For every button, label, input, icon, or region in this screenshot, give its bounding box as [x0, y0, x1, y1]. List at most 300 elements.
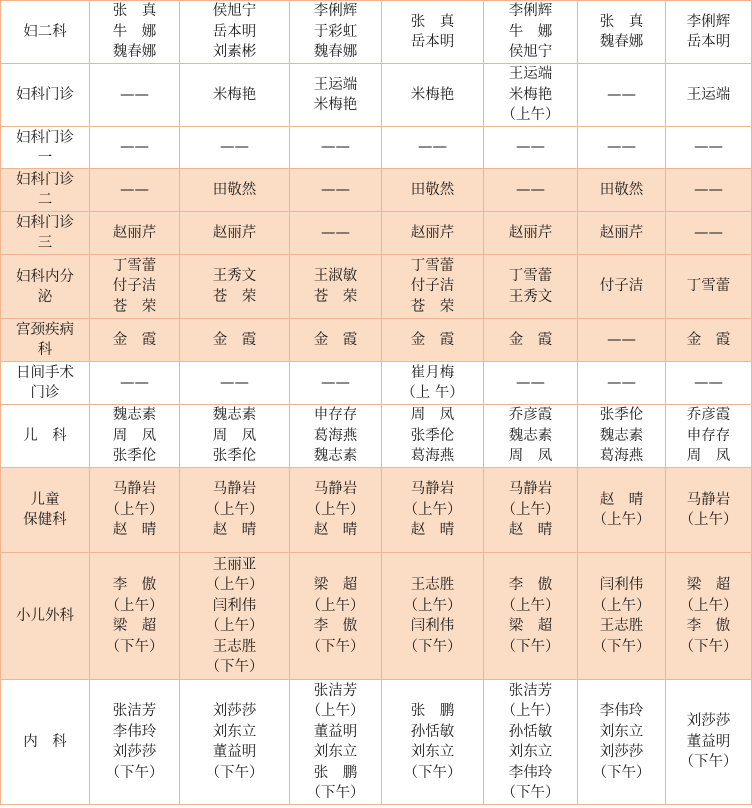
schedule-cell [180, 680, 290, 805]
schedule-cell [180, 553, 290, 680]
doctor-entry: —— [607, 374, 636, 391]
table-row [1, 468, 752, 553]
doctor-entry: 乔彦霞 [686, 407, 731, 424]
schedule-cell [666, 553, 752, 680]
doctor-entry: —— [607, 331, 636, 348]
doctor-entry: 金 霞 [313, 331, 358, 348]
doctor-entry: 于彩虹 [313, 23, 358, 40]
doctor-entry: 马静岩 [313, 481, 358, 498]
doctor-entry: 赵丽芹 [508, 224, 553, 241]
doctor-entry: 丁雪蕾 [686, 278, 731, 295]
doctor-entry: 赵丽芹 [410, 224, 455, 241]
doctor-entry: —— [516, 181, 545, 198]
doctor-entry: 崔月梅 [410, 364, 455, 381]
schedule-cell [290, 468, 382, 553]
department-cell [1, 127, 90, 169]
schedule-cell [578, 255, 666, 319]
doctor-entry: 周 凤 [410, 407, 455, 424]
doctor-entry: —— [607, 139, 636, 156]
doctor-entry: （上午） [105, 501, 164, 518]
doctor-entry: 张季伦 [410, 427, 455, 444]
doctor-entry: 魏春娜 [599, 34, 644, 50]
doctor-entry: 李 傲 [686, 618, 731, 634]
doctor-entry: （上午） [501, 107, 560, 124]
schedule-cell [382, 212, 484, 255]
doctor-entry: （下午） [679, 638, 738, 655]
doctor-entry: 田敬然 [599, 181, 644, 198]
doctor-entry: 苍 荣 [112, 298, 157, 315]
table-row [1, 64, 752, 127]
department-label: 内 科 [23, 734, 67, 750]
table-row [1, 127, 752, 169]
doctor-entry: 赵 晴 [212, 522, 257, 539]
doctor-entry: 魏志素 [112, 407, 157, 424]
doctor-entry: （下午） [592, 638, 651, 655]
doctor-entry: 马静岩 [112, 481, 157, 498]
schedule-cell [666, 319, 752, 362]
doctor-entry: 葛海燕 [410, 448, 455, 465]
doctor-entry: 金 霞 [112, 331, 157, 348]
doctor-entry: 田敬然 [410, 181, 455, 198]
doctor-entry: （上午） [501, 501, 560, 518]
doctor-entry: 王运端 [313, 76, 358, 93]
schedule-cell [290, 405, 382, 468]
schedule-cell [382, 468, 484, 553]
schedule-cell [484, 468, 578, 553]
schedule-cell [666, 169, 752, 212]
schedule-cell [578, 680, 666, 805]
schedule-cell [578, 212, 666, 255]
doctor-entry: —— [516, 374, 545, 391]
schedule-cell [382, 169, 484, 212]
department-label: 科 [37, 342, 53, 358]
doctor-entry: —— [321, 224, 350, 241]
doctor-entry: （上午） [592, 597, 651, 614]
doctor-entry: 葛海燕 [599, 448, 644, 465]
department-label: 妇二科 [23, 24, 67, 40]
department-cell [1, 553, 90, 680]
doctor-entry: 李俐辉 [508, 3, 553, 20]
schedule-cell [484, 362, 578, 405]
doctor-entry: 王秀文 [508, 288, 553, 305]
doctor-entry: 王运端 [686, 86, 731, 103]
schedule-cell [578, 127, 666, 169]
schedule-cell [578, 468, 666, 553]
doctor-entry: 张洁芳 [112, 703, 157, 719]
schedule-cell [290, 64, 382, 127]
schedule-cell [90, 319, 180, 362]
doctor-entry: 申存存 [313, 407, 358, 424]
schedule-cell [90, 212, 180, 255]
doctor-entry: 张 真 [112, 3, 157, 20]
schedule-cell [290, 212, 382, 255]
table-row [1, 553, 752, 680]
doctor-entry: 赵 晴 [599, 491, 644, 508]
doctor-entry: —— [120, 374, 149, 391]
doctor-entry: 米梅艳 [212, 86, 257, 103]
doctor-entry: 梁 超 [508, 618, 553, 634]
department-cell [1, 405, 90, 468]
doctor-entry: —— [321, 374, 350, 391]
doctor-entry: （上 午） [401, 385, 464, 401]
department-cell [1, 319, 90, 362]
doctor-entry: 乔彦霞 [508, 407, 553, 424]
doctor-entry: （上午） [306, 703, 365, 719]
table-row [1, 362, 752, 405]
doctor-entry: 董益明 [212, 744, 257, 760]
schedule-cell [290, 319, 382, 362]
schedule-cell [484, 169, 578, 212]
doctor-entry: （上午） [679, 512, 738, 528]
doctor-entry: 孙恬敏 [508, 723, 553, 740]
doctor-entry: 李俐辉 [313, 3, 358, 20]
schedule-cell [666, 212, 752, 255]
doctor-entry: —— [694, 181, 723, 198]
doctor-entry: 李 傲 [508, 577, 553, 593]
schedule-cell [484, 255, 578, 319]
doctor-entry: 赵 晴 [508, 522, 553, 539]
schedule-cell [578, 405, 666, 468]
table-row [1, 405, 752, 468]
doctor-entry: 金 霞 [212, 331, 257, 348]
doctor-entry: 米梅艳 [313, 97, 358, 113]
doctor-entry: 苍 荣 [212, 288, 257, 305]
doctor-entry: 付子洁 [410, 278, 455, 295]
department-label: 日间手术 [16, 365, 74, 381]
doctor-entry: 刘莎莎 [599, 744, 644, 760]
schedule-cell [382, 64, 484, 127]
doctor-entry: 侯旭宁 [212, 3, 257, 20]
department-cell [1, 680, 90, 805]
department-label: 二 [37, 192, 53, 208]
doctor-entry: 王丽亚 [212, 556, 257, 573]
department-cell [1, 468, 90, 553]
schedule-cell [666, 1, 752, 64]
doctor-entry: 张 鹏 [410, 703, 455, 719]
doctor-entry: —— [694, 139, 723, 156]
department-label: 妇科门诊 [16, 215, 74, 231]
schedule-cell [90, 405, 180, 468]
doctor-entry: —— [321, 139, 350, 156]
doctor-entry: 马静岩 [508, 481, 553, 498]
doctor-entry: 梁 超 [686, 577, 731, 593]
doctor-entry: （上午） [205, 577, 264, 593]
doctor-entry: —— [516, 139, 545, 156]
doctor-entry: 张 真 [599, 13, 644, 30]
department-label: 门诊 [30, 385, 60, 401]
doctor-entry: （上午） [306, 597, 365, 614]
doctor-entry: —— [694, 224, 723, 241]
department-cell [1, 169, 90, 212]
doctor-entry: —— [418, 139, 447, 156]
doctor-entry: 张 鹏 [313, 764, 358, 781]
schedule-cell [666, 680, 752, 805]
doctor-entry: 丁雪蕾 [508, 268, 553, 284]
schedule-cell [90, 553, 180, 680]
doctor-entry: 刘东立 [313, 744, 358, 760]
department-cell [1, 255, 90, 319]
department-label: 儿 科 [23, 428, 67, 444]
doctor-entry: 苍 荣 [313, 288, 358, 305]
doctor-entry: 苍 荣 [410, 298, 455, 315]
doctor-entry: 马静岩 [212, 481, 257, 498]
doctor-entry: 申存存 [686, 427, 731, 444]
schedule-cell [180, 64, 290, 127]
doctor-entry: 刘莎莎 [112, 744, 157, 760]
doctor-entry: （上午） [205, 501, 264, 518]
doctor-entry: （上午） [679, 597, 738, 614]
schedule-cell [666, 255, 752, 319]
schedule-cell [90, 680, 180, 805]
department-label: 泌 [37, 288, 53, 305]
doctor-entry: 刘东立 [599, 723, 644, 740]
doctor-entry: 魏志素 [212, 407, 257, 424]
doctor-entry: （下午） [403, 764, 462, 781]
doctor-entry: 刘东立 [410, 744, 455, 760]
doctor-entry: 赵丽芹 [599, 224, 644, 241]
doctor-entry: 周 凤 [686, 448, 731, 465]
department-cell [1, 362, 90, 405]
doctor-entry: 魏志素 [508, 427, 553, 444]
doctor-entry: —— [321, 181, 350, 198]
doctor-entry: 刘东立 [212, 723, 257, 740]
schedule-cell [290, 127, 382, 169]
doctor-entry: 牛 娜 [508, 23, 553, 40]
doctor-entry: （下午） [105, 764, 164, 781]
doctor-entry: 王志胜 [212, 638, 257, 655]
doctor-entry: （下午） [592, 764, 651, 781]
schedule-cell [578, 362, 666, 405]
doctor-entry: —— [120, 139, 149, 156]
doctor-entry: （上午） [205, 618, 264, 634]
doctor-entry: 魏志素 [313, 448, 358, 465]
doctor-entry: （上午） [501, 703, 560, 719]
department-label: 妇科门诊 [16, 172, 74, 188]
doctor-entry: （下午） [501, 638, 560, 655]
schedule-cell [180, 127, 290, 169]
doctor-entry: 葛海燕 [313, 427, 358, 444]
doctor-entry: （上午） [592, 512, 651, 528]
schedule-cell [180, 405, 290, 468]
schedule-cell [180, 255, 290, 319]
doctor-entry: 李 傲 [112, 577, 157, 593]
doctor-entry: —— [220, 139, 249, 156]
doctor-entry: 刘莎莎 [686, 713, 731, 730]
doctor-entry: （上午） [501, 597, 560, 614]
doctor-entry: 赵丽芹 [112, 224, 157, 241]
table-row [1, 255, 752, 319]
schedule-cell [180, 468, 290, 553]
doctor-entry: （上午） [105, 597, 164, 614]
department-cell [1, 212, 90, 255]
doctor-entry: 王运端 [508, 66, 553, 83]
department-label: 宫颈疾病 [16, 322, 74, 338]
doctor-entry: 闫利伟 [410, 618, 455, 634]
doctor-entry: —— [694, 374, 723, 391]
doctor-entry: （下午） [306, 638, 365, 655]
doctor-entry: 王志胜 [599, 618, 644, 634]
doctor-entry: 岳本明 [410, 34, 455, 50]
table-body [1, 1, 752, 805]
schedule-cell [666, 64, 752, 127]
doctor-entry: （下午） [205, 659, 264, 675]
doctor-entry: 李伟玲 [112, 723, 157, 740]
schedule-cell [484, 64, 578, 127]
doctor-entry: 张 真 [410, 13, 455, 30]
department-label: 一 [37, 149, 53, 166]
doctor-entry: 董益明 [313, 723, 358, 740]
schedule-cell [578, 319, 666, 362]
doctor-entry: —— [220, 374, 249, 391]
doctor-entry: （上午） [403, 597, 462, 614]
table-row [1, 169, 752, 212]
schedule-cell [180, 1, 290, 64]
schedule-cell [484, 1, 578, 64]
doctor-entry: 张洁芳 [313, 682, 358, 699]
schedule-cell [578, 1, 666, 64]
department-label: 妇科门诊 [16, 87, 74, 103]
doctor-entry: 梁 超 [112, 618, 157, 634]
doctor-entry: 付子洁 [112, 278, 157, 295]
doctor-entry: 闫利伟 [212, 597, 257, 614]
doctor-entry: 周 凤 [112, 427, 157, 444]
doctor-entry: 王志胜 [410, 577, 455, 593]
schedule-cell [666, 127, 752, 169]
doctor-entry: 刘东立 [508, 744, 553, 760]
doctor-entry: 赵 晴 [313, 522, 358, 539]
schedule-cell [90, 1, 180, 64]
doctor-entry: 金 霞 [686, 331, 731, 348]
doctor-entry: （下午） [205, 764, 264, 781]
schedule-cell [90, 255, 180, 319]
schedule-cell [90, 468, 180, 553]
schedule-cell [666, 468, 752, 553]
schedule-cell [382, 553, 484, 680]
doctor-entry: 周 凤 [508, 448, 553, 465]
schedule-cell [484, 127, 578, 169]
schedule-cell [180, 212, 290, 255]
doctor-entry: （上午） [403, 501, 462, 518]
doctor-entry: —— [607, 86, 636, 103]
schedule-cell [666, 362, 752, 405]
schedule-cell [180, 319, 290, 362]
doctor-entry: 李伟玲 [508, 764, 553, 781]
doctor-entry: 牛 娜 [112, 23, 157, 40]
doctor-entry: 孙恬敏 [410, 723, 455, 740]
schedule-cell [382, 1, 484, 64]
table-row [1, 212, 752, 255]
doctor-entry: 岳本明 [212, 23, 257, 40]
schedule-cell [382, 127, 484, 169]
doctor-entry: 丁雪蕾 [112, 257, 157, 274]
table-row [1, 680, 752, 805]
schedule-cell [290, 169, 382, 212]
doctor-entry: （下午） [105, 638, 164, 655]
schedule-cell [90, 169, 180, 212]
department-label: 小儿外科 [16, 608, 74, 624]
schedule-cell [578, 169, 666, 212]
department-label: 三 [37, 235, 53, 251]
doctor-entry: （下午） [403, 638, 462, 655]
schedule-cell [484, 319, 578, 362]
doctor-entry: 刘莎莎 [212, 703, 257, 719]
doctor-entry: 付子洁 [599, 278, 644, 295]
doctor-entry: 张季伦 [599, 407, 644, 424]
doctor-entry: 李俐辉 [686, 13, 731, 30]
schedule-cell [290, 362, 382, 405]
doctor-entry: （上午） [306, 501, 365, 518]
doctor-entry: 米梅艳 [508, 86, 553, 103]
doctor-entry: 董益明 [686, 733, 731, 750]
doctor-entry: （下午） [306, 785, 365, 801]
schedule-cell [484, 405, 578, 468]
doctor-entry: 梁 超 [313, 577, 358, 593]
schedule-cell [90, 127, 180, 169]
doctor-entry: —— [120, 86, 149, 103]
department-cell [1, 64, 90, 127]
doctor-entry: 赵 晴 [112, 522, 157, 539]
schedule-cell [180, 169, 290, 212]
doctor-entry: 田敬然 [212, 181, 257, 198]
schedule-cell [484, 680, 578, 805]
doctor-entry: 马静岩 [686, 491, 731, 508]
table-row [1, 319, 752, 362]
doctor-entry: 王秀文 [212, 268, 257, 284]
schedule-cell [382, 405, 484, 468]
doctor-entry: 丁雪蕾 [410, 257, 455, 274]
doctor-entry: 魏春娜 [313, 44, 358, 61]
schedule-cell [290, 255, 382, 319]
doctor-entry: （下午） [501, 785, 560, 801]
doctor-entry: 马静岩 [410, 481, 455, 498]
doctor-entry: 魏春娜 [112, 44, 157, 61]
doctor-entry: 张洁芳 [508, 682, 553, 699]
doctor-entry: 岳本明 [686, 34, 731, 50]
doctor-entry: 赵 晴 [410, 522, 455, 539]
doctor-entry: （下午） [679, 754, 738, 771]
department-cell [1, 1, 90, 64]
schedule-cell [290, 553, 382, 680]
department-label: 妇科内分 [16, 268, 74, 285]
department-label: 妇科门诊 [16, 129, 74, 146]
schedule-cell [90, 64, 180, 127]
doctor-entry: 张季伦 [212, 448, 257, 465]
doctor-entry: 王淑敏 [313, 268, 358, 284]
department-label: 儿童 [30, 492, 60, 508]
doctor-entry: 侯旭宁 [508, 44, 553, 61]
doctor-entry: 周 凤 [212, 427, 257, 444]
schedule-cell [484, 553, 578, 680]
schedule-cell [382, 680, 484, 805]
doctor-entry: 米梅艳 [410, 86, 455, 103]
schedule-cell [290, 1, 382, 64]
schedule-cell [90, 362, 180, 405]
department-label: 保健科 [23, 512, 67, 528]
doctor-entry: 刘素彬 [212, 44, 257, 61]
schedule-cell [180, 362, 290, 405]
doctor-entry: 闫利伟 [599, 577, 644, 593]
schedule-cell [382, 362, 484, 405]
schedule-cell [290, 680, 382, 805]
schedule-cell [578, 64, 666, 127]
table-row [1, 1, 752, 64]
schedule-cell [382, 255, 484, 319]
doctor-entry: 李 傲 [313, 618, 358, 634]
doctor-entry: 张季伦 [112, 448, 157, 465]
schedule-cell [578, 553, 666, 680]
doctor-entry: —— [120, 181, 149, 198]
doctor-entry: 金 霞 [410, 331, 455, 348]
